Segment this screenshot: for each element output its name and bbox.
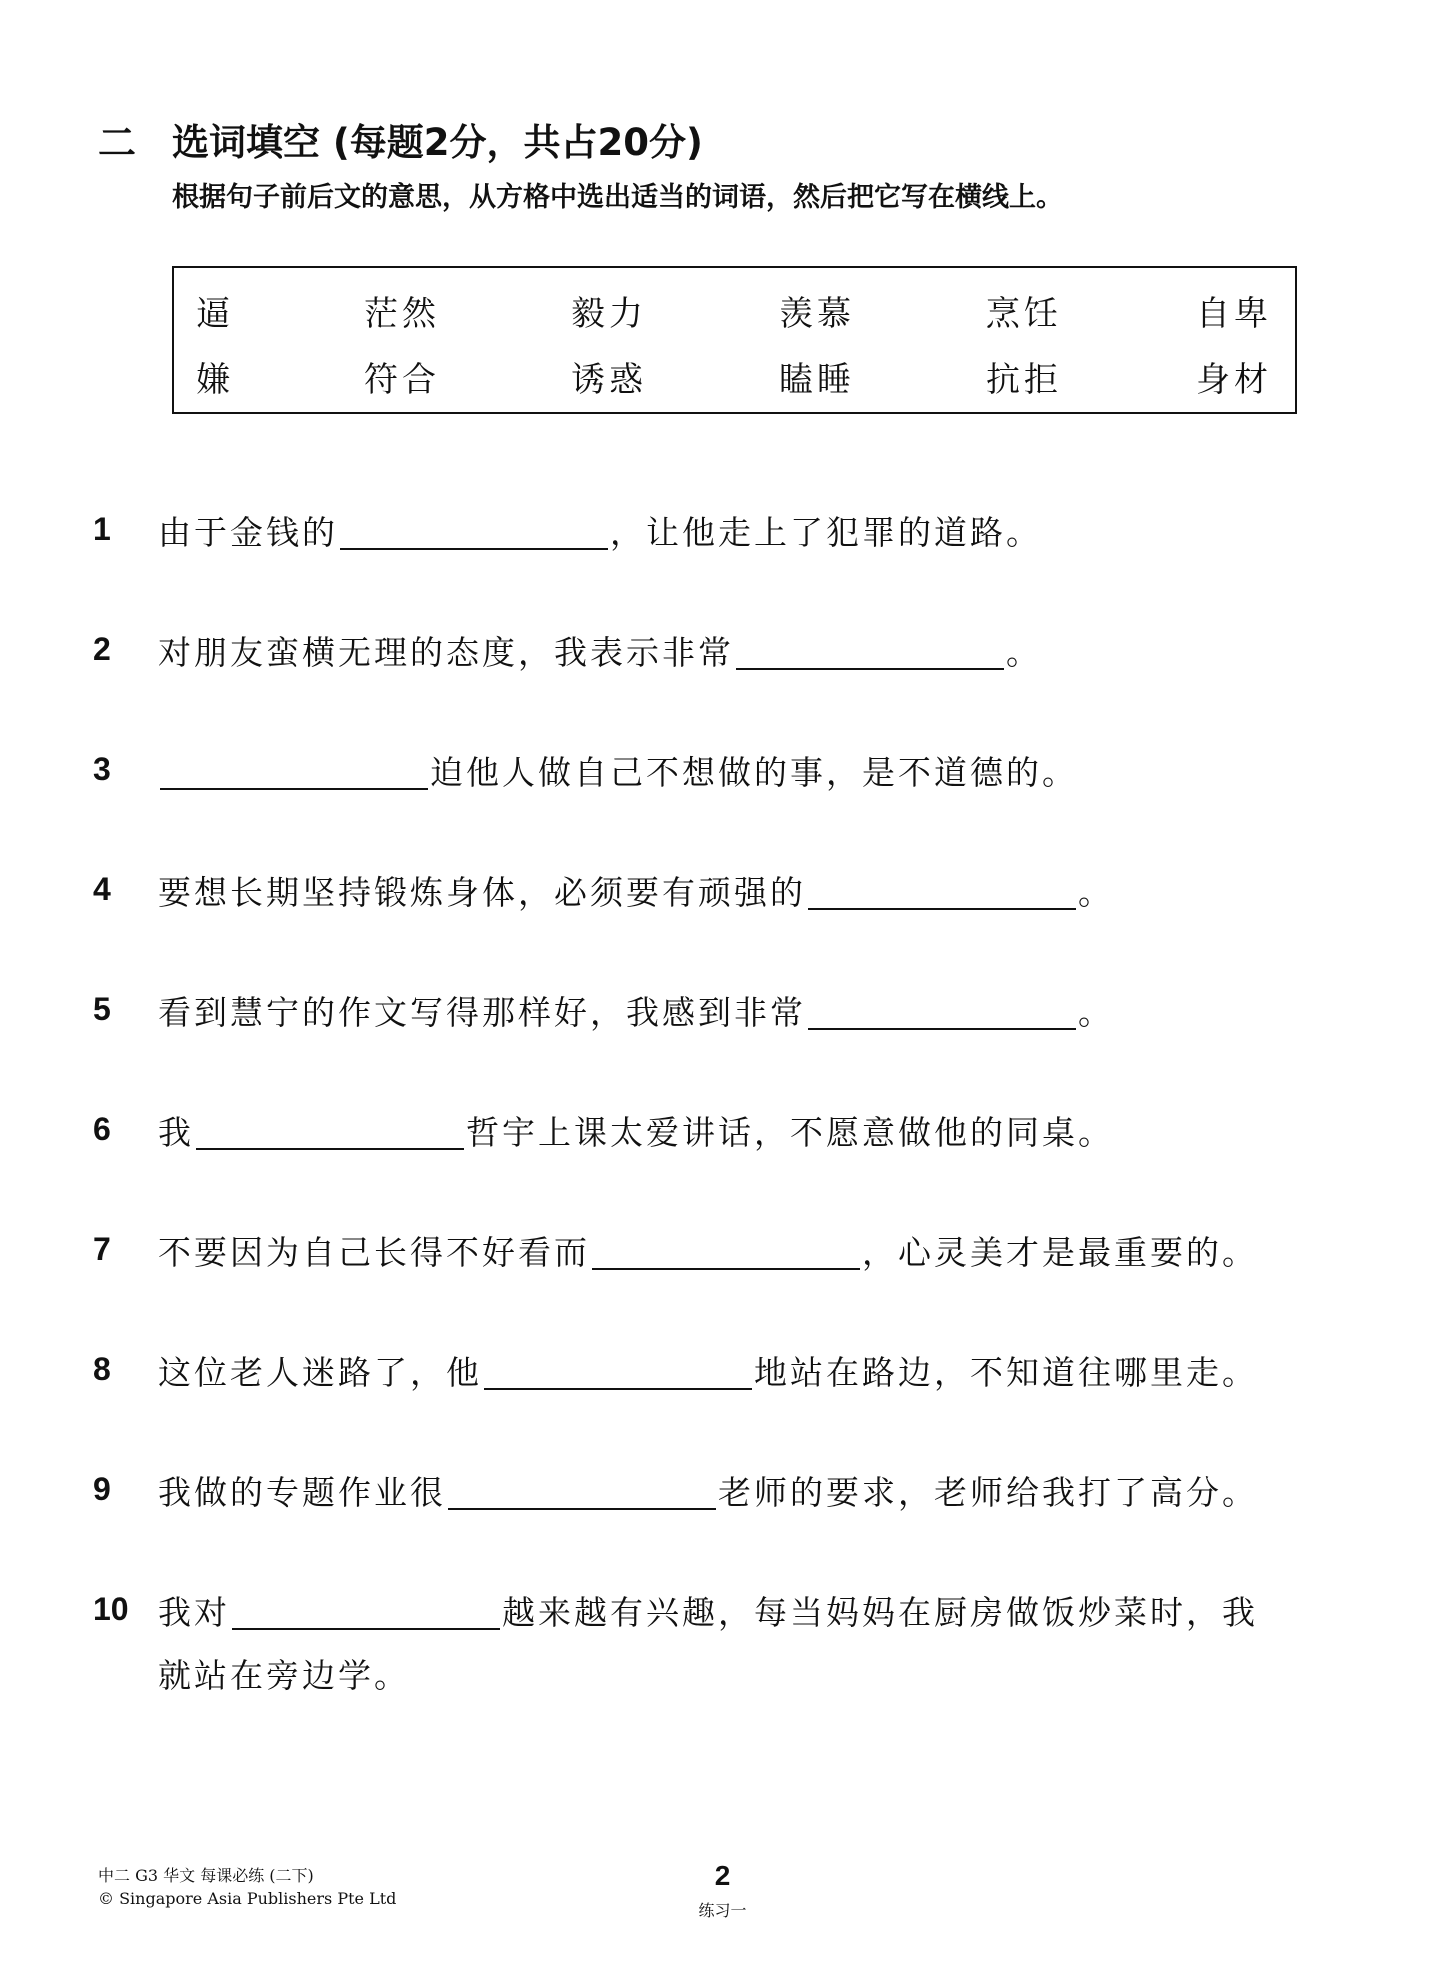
question-text-before: 我对 (158, 1593, 230, 1632)
section-title: 选词填空 (每题2分，共占20分) (172, 121, 703, 164)
question-number: 4 (93, 871, 111, 907)
question-text-after: 老师的要求，老师给我打了高分。 (718, 1473, 1258, 1512)
question-2 (158, 627, 1042, 674)
question-number: 5 (93, 991, 111, 1027)
question-text-before: 我做的专题作业很 (158, 1473, 446, 1512)
word-bank-item: 逼 (196, 294, 234, 334)
answer-blank[interactable] (448, 1472, 716, 1510)
copyright: © Singapore Asia Publishers Pte Ltd (98, 1889, 397, 1908)
question-number: 6 (93, 1111, 111, 1147)
question-number: 8 (93, 1351, 111, 1387)
question-7 (158, 1227, 1258, 1274)
answer-blank[interactable] (160, 752, 428, 790)
question-text-after: 迫他人做自己不想做的事，是不道德的。 (430, 753, 1078, 792)
question-text-after: 越来越有兴趣，每当妈妈在厨房做饭炒菜时，我 (502, 1593, 1258, 1632)
question-text-before: 要想长期坚持锻炼身体，必须要有顽强的 (158, 873, 806, 912)
question-text-before: 对朋友蛮横无理的态度，我表示非常 (158, 633, 734, 672)
question-5 (158, 987, 1114, 1034)
question-text-after: ，让他走上了犯罪的道路。 (610, 513, 1042, 552)
page-number: 2 (714, 1860, 731, 1891)
answer-blank[interactable] (808, 872, 1076, 910)
question-text-after: ，心灵美才是最重要的。 (862, 1233, 1258, 1272)
question-text-after: 哲宇上课太爱讲话，不愿意做他的同桌。 (466, 1113, 1114, 1152)
question-10-continued: 就站在旁边学。 (158, 1656, 410, 1695)
word-bank-item: 羡慕 (779, 294, 855, 334)
exercise-label: 练习一 (698, 1901, 747, 1920)
question-9 (158, 1467, 1258, 1514)
question-text-after: 。 (1006, 633, 1042, 672)
question-text-before: 不要因为自己长得不好看而 (158, 1233, 590, 1272)
question-6 (158, 1107, 1114, 1154)
answer-blank[interactable] (484, 1352, 752, 1390)
word-bank-item: 瞌睡 (779, 360, 855, 400)
answer-blank[interactable] (592, 1232, 860, 1270)
word-bank-box (172, 266, 1297, 414)
question-text-before: 由于金钱的 (158, 513, 338, 552)
question-10 (158, 1587, 1258, 1634)
question-text-after: 。 (1078, 873, 1114, 912)
answer-blank[interactable] (340, 512, 608, 550)
book-title: 中二 G3 华文 每课必练 (二下) (98, 1866, 314, 1885)
question-text-after: 地站在路边，不知道往哪里走。 (754, 1353, 1258, 1392)
answer-blank[interactable] (736, 632, 1004, 670)
word-bank-item: 符合 (364, 360, 440, 400)
question-number: 9 (93, 1471, 111, 1507)
question-number: 1 (93, 511, 111, 547)
question-number: 3 (93, 751, 111, 787)
answer-blank[interactable] (196, 1112, 464, 1150)
word-bank-item: 嫌 (196, 360, 234, 400)
question-4 (158, 867, 1114, 914)
question-text-before: 看到慧宁的作文写得那样好，我感到非常 (158, 993, 806, 1032)
question-8 (158, 1347, 1258, 1394)
answer-blank[interactable] (232, 1592, 500, 1630)
question-text-after: 。 (1078, 993, 1114, 1032)
question-number: 10 (93, 1591, 129, 1627)
word-bank-item: 毅力 (571, 294, 647, 334)
word-bank-item: 诱惑 (571, 360, 647, 400)
question-text-before: 我 (158, 1113, 194, 1152)
word-bank-item: 抗拒 (986, 360, 1062, 400)
word-bank-item: 身材 (1196, 360, 1272, 400)
word-bank-item: 自卑 (1196, 294, 1272, 334)
word-bank-item: 茫然 (364, 294, 440, 334)
word-bank-item: 烹饪 (986, 294, 1062, 334)
question-1 (158, 507, 1042, 554)
question-text-before: 这位老人迷路了，他 (158, 1353, 482, 1392)
instruction-text: 根据句子前后文的意思，从方格中选出适当的词语，然后把它写在横线上。 (172, 182, 1063, 213)
question-number: 7 (93, 1231, 111, 1267)
answer-blank[interactable] (808, 992, 1076, 1030)
question-3 (158, 747, 1078, 794)
section-number: 二 (98, 121, 141, 165)
question-number: 2 (93, 631, 111, 667)
